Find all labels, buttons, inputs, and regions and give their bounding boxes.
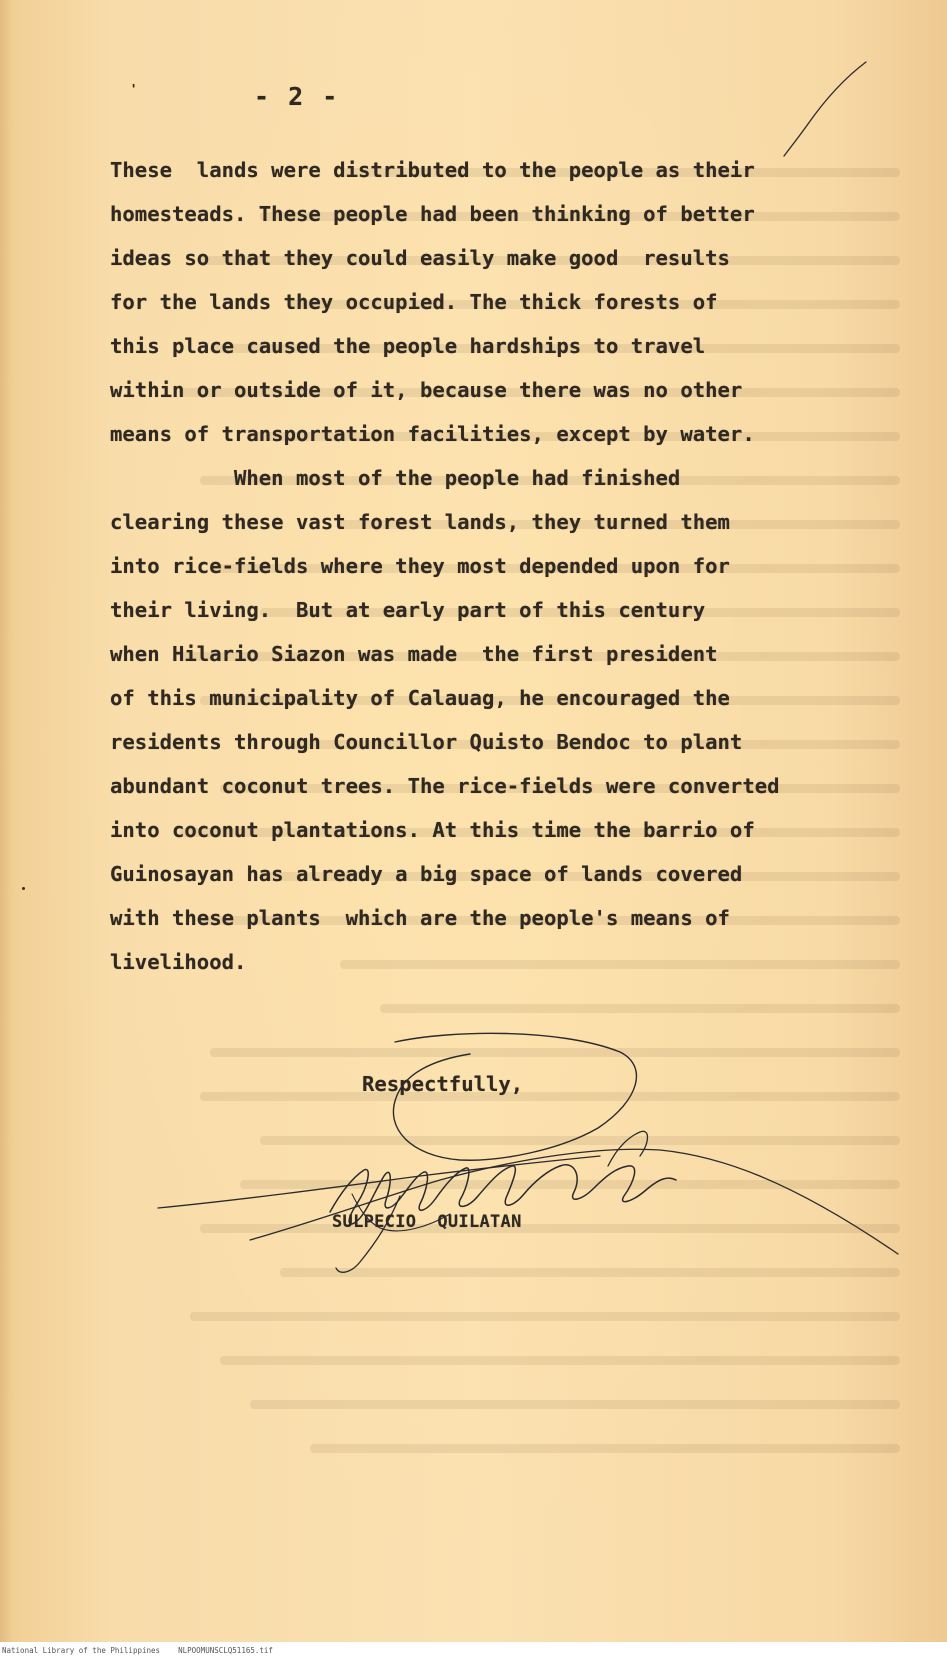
body-line: into rice-fields where they most depended upon for (110, 554, 730, 578)
body-line: Guinosayan has already a big space of lands covered (110, 862, 743, 886)
bleed-line (70, 1030, 900, 1074)
bleed-text-shadow (310, 1444, 900, 1453)
page-edge-shadow (0, 0, 14, 1642)
signatory-name: SULPECIO QUILATAN (332, 1212, 522, 1232)
bleed-line (70, 986, 900, 1030)
margin-mark: ' (130, 82, 138, 96)
body-line: with these plants which are the people's means of (110, 906, 730, 930)
bleed-text-shadow (380, 1004, 900, 1013)
body-text (110, 148, 780, 984)
body-line: livelihood. (110, 950, 247, 974)
bleed-text-shadow (220, 1356, 900, 1365)
bleed-line (70, 1338, 900, 1382)
margin-dot (22, 887, 25, 890)
bleed-line (70, 1118, 900, 1162)
body-line: When most of the people had finished (110, 466, 681, 490)
body-line: means of transportation facilities, except by water. (110, 422, 755, 446)
page-number: - 2 - (254, 82, 340, 111)
bleed-text-shadow (260, 1136, 900, 1145)
bleed-text-shadow (240, 1180, 900, 1189)
bleed-text-shadow (200, 1092, 900, 1101)
body-line: for the lands they occupied. The thick forests of (110, 290, 718, 314)
bleed-line (70, 1162, 900, 1206)
bleed-text-shadow (200, 1224, 900, 1233)
body-line: this place caused the people hardships to travel (110, 334, 706, 358)
bleed-text-shadow (190, 1312, 900, 1321)
body-line: homesteads. These people had been thinking of better (110, 202, 755, 226)
body-line: into coconut plantations. At this time the barrio of (110, 818, 755, 842)
body-line: abundant coconut trees. The rice-fields were converted (110, 774, 780, 798)
bleed-line (70, 1426, 900, 1470)
bleed-text-shadow (250, 1400, 900, 1409)
bleed-text-shadow (210, 1048, 900, 1057)
body-line: their living. But at early part of this century (110, 598, 706, 622)
body-line: when Hilario Siazon was made the first president (110, 642, 718, 666)
bleed-line (70, 1250, 900, 1294)
bleed-line (70, 1382, 900, 1426)
closing-salutation: Respectfully, (362, 1072, 524, 1096)
body-line: of this municipality of Calauag, he encouraged the (110, 686, 730, 710)
body-line: clearing these vast forest lands, they turned them (110, 510, 730, 534)
body-line: ideas so that they could easily make good results (110, 246, 730, 270)
bleed-text-shadow (280, 1268, 900, 1277)
scan-footer-text: National Library of the Philippines NLPOOMUNSCLQ51165.tif (2, 1646, 273, 1655)
body-line: within or outside of it, because there was no other (110, 378, 743, 402)
body-line: residents through Councillor Quisto Bendoc to plant (110, 730, 743, 754)
body-line: These lands were distributed to the people as their (110, 158, 755, 182)
bleed-line (70, 1294, 900, 1338)
